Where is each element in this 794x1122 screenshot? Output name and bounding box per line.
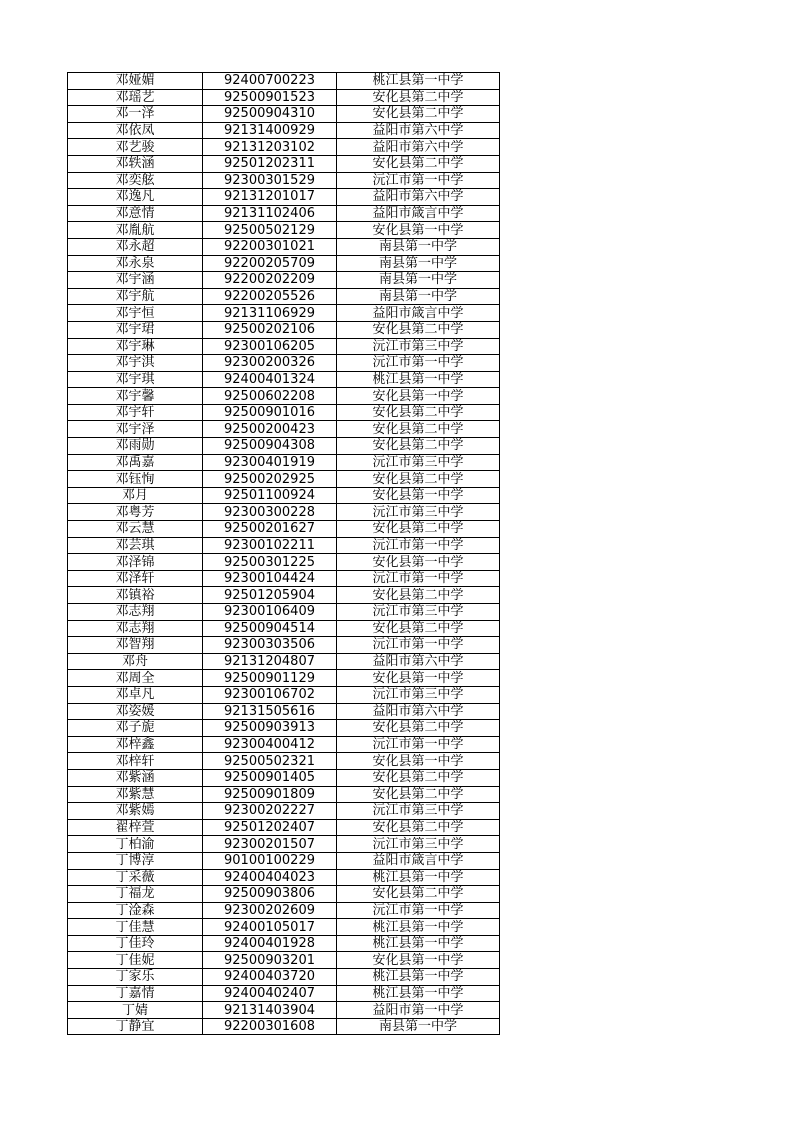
id-cell: 92400404023 xyxy=(203,869,337,886)
name-cell: 丁采薇 xyxy=(68,869,203,886)
name-cell: 邓艺骏 xyxy=(68,139,203,156)
school-cell: 安化县第二中学 xyxy=(337,471,500,488)
table-row xyxy=(68,73,500,90)
school-cell: 南县第一中学 xyxy=(337,238,500,255)
school-cell: 益阳市第一中学 xyxy=(337,1002,500,1019)
table-row xyxy=(68,686,500,703)
name-cell: 邓一泽 xyxy=(68,106,203,123)
school-cell: 桃江县第一中学 xyxy=(337,935,500,952)
id-cell: 92131505616 xyxy=(203,703,337,720)
school-cell: 安化县第一中学 xyxy=(337,554,500,571)
table-row xyxy=(68,570,500,587)
school-cell: 安化县第二中学 xyxy=(337,786,500,803)
name-cell: 翟梓萱 xyxy=(68,819,203,836)
name-cell: 丁福龙 xyxy=(68,886,203,903)
table-row xyxy=(68,1002,500,1019)
school-cell: 益阳市第六中学 xyxy=(337,703,500,720)
table-row xyxy=(68,587,500,604)
name-cell: 邓宇恒 xyxy=(68,305,203,322)
id-cell: 92501205904 xyxy=(203,587,337,604)
name-cell: 邓智翔 xyxy=(68,637,203,654)
school-cell: 安化县第二中学 xyxy=(337,620,500,637)
school-cell: 安化县第二中学 xyxy=(337,106,500,123)
id-cell: 92400401324 xyxy=(203,371,337,388)
id-cell: 92300106409 xyxy=(203,604,337,621)
table-row xyxy=(68,139,500,156)
table-row xyxy=(68,222,500,239)
id-cell: 92200205709 xyxy=(203,255,337,272)
table-row xyxy=(68,703,500,720)
school-cell: 益阳市第六中学 xyxy=(337,653,500,670)
name-cell: 邓意情 xyxy=(68,205,203,222)
school-cell: 沅江市第三中学 xyxy=(337,686,500,703)
school-cell: 沅江市第一中学 xyxy=(337,736,500,753)
table-row xyxy=(68,902,500,919)
name-cell: 邓云慧 xyxy=(68,521,203,538)
school-cell: 安化县第二中学 xyxy=(337,819,500,836)
table-row xyxy=(68,421,500,438)
school-cell: 南县第一中学 xyxy=(337,288,500,305)
school-cell: 南县第一中学 xyxy=(337,255,500,272)
id-cell: 92501202311 xyxy=(203,155,337,172)
name-cell: 邓芸琪 xyxy=(68,537,203,554)
name-cell: 邓子旎 xyxy=(68,720,203,737)
table-row xyxy=(68,155,500,172)
id-cell: 92400105017 xyxy=(203,919,337,936)
id-cell: 92500200423 xyxy=(203,421,337,438)
table-row xyxy=(68,521,500,538)
school-cell: 桃江县第一中学 xyxy=(337,869,500,886)
name-cell: 丁嘉情 xyxy=(68,985,203,1002)
table-row xyxy=(68,189,500,206)
table-row xyxy=(68,288,500,305)
name-cell: 邓紫慧 xyxy=(68,786,203,803)
table-row xyxy=(68,504,500,521)
id-cell: 90100100229 xyxy=(203,852,337,869)
name-cell: 丁佳玲 xyxy=(68,935,203,952)
name-cell: 邓梓轩 xyxy=(68,753,203,770)
name-cell: 邓钰恂 xyxy=(68,471,203,488)
school-cell: 桃江县第一中学 xyxy=(337,969,500,986)
id-cell: 92300202227 xyxy=(203,803,337,820)
name-cell: 邓月 xyxy=(68,487,203,504)
id-cell: 92300303506 xyxy=(203,637,337,654)
id-cell: 92500202925 xyxy=(203,471,337,488)
table-row xyxy=(68,836,500,853)
school-cell: 益阳市箴言中学 xyxy=(337,305,500,322)
table-row xyxy=(68,454,500,471)
school-cell: 安化县第二中学 xyxy=(337,587,500,604)
id-cell: 92500903806 xyxy=(203,886,337,903)
table-row xyxy=(68,819,500,836)
table-row xyxy=(68,753,500,770)
name-cell: 邓奕舷 xyxy=(68,172,203,189)
id-cell: 92500602208 xyxy=(203,388,337,405)
name-cell: 邓卓凡 xyxy=(68,686,203,703)
school-cell: 安化县第一中学 xyxy=(337,222,500,239)
school-cell: 安化县第二中学 xyxy=(337,521,500,538)
school-cell: 安化县第二中学 xyxy=(337,438,500,455)
table-row xyxy=(68,305,500,322)
name-cell: 邓宇轩 xyxy=(68,404,203,421)
name-cell: 邓志翔 xyxy=(68,604,203,621)
table-row xyxy=(68,404,500,421)
name-cell: 丁佳慧 xyxy=(68,919,203,936)
school-cell: 安化县第一中学 xyxy=(337,388,500,405)
school-cell: 安化县第二中学 xyxy=(337,321,500,338)
name-cell: 邓泽轩 xyxy=(68,570,203,587)
school-cell: 桃江县第一中学 xyxy=(337,73,500,90)
name-cell: 邓宇泽 xyxy=(68,421,203,438)
id-cell: 92131403904 xyxy=(203,1002,337,1019)
school-cell: 安化县第一中学 xyxy=(337,670,500,687)
id-cell: 92500502321 xyxy=(203,753,337,770)
id-cell: 92500301225 xyxy=(203,554,337,571)
id-cell: 92400401928 xyxy=(203,935,337,952)
name-cell: 邓永超 xyxy=(68,238,203,255)
table-row xyxy=(68,803,500,820)
id-cell: 92300400412 xyxy=(203,736,337,753)
school-cell: 沅江市第一中学 xyxy=(337,637,500,654)
table-row xyxy=(68,969,500,986)
table-row xyxy=(68,869,500,886)
school-cell: 桃江县第一中学 xyxy=(337,371,500,388)
name-cell: 邓宇航 xyxy=(68,288,203,305)
table-row xyxy=(68,122,500,139)
name-cell: 邓宇琪 xyxy=(68,371,203,388)
id-cell: 92500904310 xyxy=(203,106,337,123)
school-cell: 沅江市第三中学 xyxy=(337,604,500,621)
name-cell: 邓姿媛 xyxy=(68,703,203,720)
id-cell: 92200202209 xyxy=(203,272,337,289)
name-cell: 邓轶涵 xyxy=(68,155,203,172)
school-cell: 桃江县第一中学 xyxy=(337,919,500,936)
id-cell: 92500904514 xyxy=(203,620,337,637)
name-cell: 丁家乐 xyxy=(68,969,203,986)
id-cell: 92200301608 xyxy=(203,1018,337,1035)
id-cell: 92131201017 xyxy=(203,189,337,206)
table-row xyxy=(68,769,500,786)
table-row xyxy=(68,205,500,222)
school-cell: 安化县第二中学 xyxy=(337,404,500,421)
table-row xyxy=(68,670,500,687)
name-cell: 邓宇琳 xyxy=(68,338,203,355)
id-cell: 92400402407 xyxy=(203,985,337,1002)
id-cell: 92300300228 xyxy=(203,504,337,521)
school-cell: 益阳市箴言中学 xyxy=(337,205,500,222)
name-cell: 邓泽锦 xyxy=(68,554,203,571)
name-cell: 邓镇裕 xyxy=(68,587,203,604)
table-row xyxy=(68,371,500,388)
table-row xyxy=(68,786,500,803)
name-cell: 邓依凤 xyxy=(68,122,203,139)
id-cell: 92500502129 xyxy=(203,222,337,239)
id-cell: 92200205526 xyxy=(203,288,337,305)
table-row xyxy=(68,653,500,670)
table-row xyxy=(68,952,500,969)
name-cell: 邓雨勋 xyxy=(68,438,203,455)
id-cell: 92400700223 xyxy=(203,73,337,90)
table-row xyxy=(68,604,500,621)
table-row xyxy=(68,1018,500,1035)
table-row xyxy=(68,106,500,123)
name-cell: 丁佳妮 xyxy=(68,952,203,969)
id-cell: 92500901016 xyxy=(203,404,337,421)
school-cell: 安化县第二中学 xyxy=(337,89,500,106)
id-cell: 92300201507 xyxy=(203,836,337,853)
table-row xyxy=(68,438,500,455)
name-cell: 邓永泉 xyxy=(68,255,203,272)
id-cell: 92501100924 xyxy=(203,487,337,504)
id-cell: 92131204807 xyxy=(203,653,337,670)
table-row xyxy=(68,886,500,903)
id-cell: 92400403720 xyxy=(203,969,337,986)
id-cell: 92131400929 xyxy=(203,122,337,139)
id-cell: 92131102406 xyxy=(203,205,337,222)
id-cell: 92300202609 xyxy=(203,902,337,919)
school-cell: 安化县第二中学 xyxy=(337,720,500,737)
school-cell: 益阳市第六中学 xyxy=(337,139,500,156)
id-cell: 92500903913 xyxy=(203,720,337,737)
name-cell: 丁柏渝 xyxy=(68,836,203,853)
table-row xyxy=(68,537,500,554)
id-cell: 92500202106 xyxy=(203,321,337,338)
school-cell: 益阳市箴言中学 xyxy=(337,852,500,869)
table-row xyxy=(68,985,500,1002)
id-cell: 92500904308 xyxy=(203,438,337,455)
school-cell: 安化县第二中学 xyxy=(337,769,500,786)
table-row xyxy=(68,487,500,504)
school-cell: 安化县第二中学 xyxy=(337,886,500,903)
id-cell: 92500901405 xyxy=(203,769,337,786)
name-cell: 邓宇涵 xyxy=(68,272,203,289)
school-cell: 沅江市第三中学 xyxy=(337,803,500,820)
name-cell: 丁博淳 xyxy=(68,852,203,869)
table-row xyxy=(68,272,500,289)
id-cell: 92200301021 xyxy=(203,238,337,255)
name-cell: 邓娅媚 xyxy=(68,73,203,90)
school-cell: 沅江市第三中学 xyxy=(337,338,500,355)
name-cell: 丁淦森 xyxy=(68,902,203,919)
table-body xyxy=(68,73,500,1035)
school-cell: 沅江市第一中学 xyxy=(337,172,500,189)
school-cell: 桃江县第一中学 xyxy=(337,985,500,1002)
name-cell: 邓紫涵 xyxy=(68,769,203,786)
id-cell: 92500903201 xyxy=(203,952,337,969)
table-row xyxy=(68,238,500,255)
id-cell: 92500901809 xyxy=(203,786,337,803)
table-row xyxy=(68,172,500,189)
id-cell: 92131106929 xyxy=(203,305,337,322)
table-row xyxy=(68,321,500,338)
name-cell: 邓宇馨 xyxy=(68,388,203,405)
school-cell: 南县第一中学 xyxy=(337,272,500,289)
table-row xyxy=(68,935,500,952)
table-row xyxy=(68,89,500,106)
id-cell: 92500901129 xyxy=(203,670,337,687)
id-cell: 92300106205 xyxy=(203,338,337,355)
id-cell: 92300200326 xyxy=(203,355,337,372)
school-cell: 益阳市第六中学 xyxy=(337,122,500,139)
name-cell: 邓逸凡 xyxy=(68,189,203,206)
name-cell: 邓志翔 xyxy=(68,620,203,637)
school-cell: 安化县第一中学 xyxy=(337,952,500,969)
student-table xyxy=(67,72,500,1035)
school-cell: 安化县第一中学 xyxy=(337,753,500,770)
id-cell: 92500201627 xyxy=(203,521,337,538)
name-cell: 邓梓鑫 xyxy=(68,736,203,753)
name-cell: 邓粤芳 xyxy=(68,504,203,521)
name-cell: 邓宇淇 xyxy=(68,355,203,372)
table-row xyxy=(68,620,500,637)
name-cell: 邓胤航 xyxy=(68,222,203,239)
table-row xyxy=(68,736,500,753)
table-row xyxy=(68,720,500,737)
name-cell: 邓禹嘉 xyxy=(68,454,203,471)
id-cell: 92131203102 xyxy=(203,139,337,156)
school-cell: 沅江市第一中学 xyxy=(337,570,500,587)
table-row xyxy=(68,919,500,936)
id-cell: 92300301529 xyxy=(203,172,337,189)
school-cell: 安化县第一中学 xyxy=(337,487,500,504)
table-row xyxy=(68,852,500,869)
table-row xyxy=(68,355,500,372)
table-row xyxy=(68,255,500,272)
school-cell: 沅江市第一中学 xyxy=(337,355,500,372)
table-row xyxy=(68,471,500,488)
school-cell: 沅江市第三中学 xyxy=(337,836,500,853)
id-cell: 92300106702 xyxy=(203,686,337,703)
school-cell: 南县第一中学 xyxy=(337,1018,500,1035)
school-cell: 沅江市第三中学 xyxy=(337,504,500,521)
school-cell: 安化县第二中学 xyxy=(337,155,500,172)
name-cell: 邓周全 xyxy=(68,670,203,687)
school-cell: 沅江市第一中学 xyxy=(337,902,500,919)
id-cell: 92500901523 xyxy=(203,89,337,106)
name-cell: 邓紫嫣 xyxy=(68,803,203,820)
name-cell: 丁婧 xyxy=(68,1002,203,1019)
id-cell: 92501202407 xyxy=(203,819,337,836)
name-cell: 丁静宜 xyxy=(68,1018,203,1035)
name-cell: 邓宇珺 xyxy=(68,321,203,338)
table-row xyxy=(68,554,500,571)
school-cell: 沅江市第三中学 xyxy=(337,454,500,471)
id-cell: 92300102211 xyxy=(203,537,337,554)
school-cell: 安化县第二中学 xyxy=(337,421,500,438)
id-cell: 92300401919 xyxy=(203,454,337,471)
id-cell: 92300104424 xyxy=(203,570,337,587)
school-cell: 沅江市第一中学 xyxy=(337,537,500,554)
name-cell: 邓舟 xyxy=(68,653,203,670)
name-cell: 邓瑶艺 xyxy=(68,89,203,106)
table-row xyxy=(68,637,500,654)
table-row xyxy=(68,388,500,405)
school-cell: 益阳市第六中学 xyxy=(337,189,500,206)
table-row xyxy=(68,338,500,355)
